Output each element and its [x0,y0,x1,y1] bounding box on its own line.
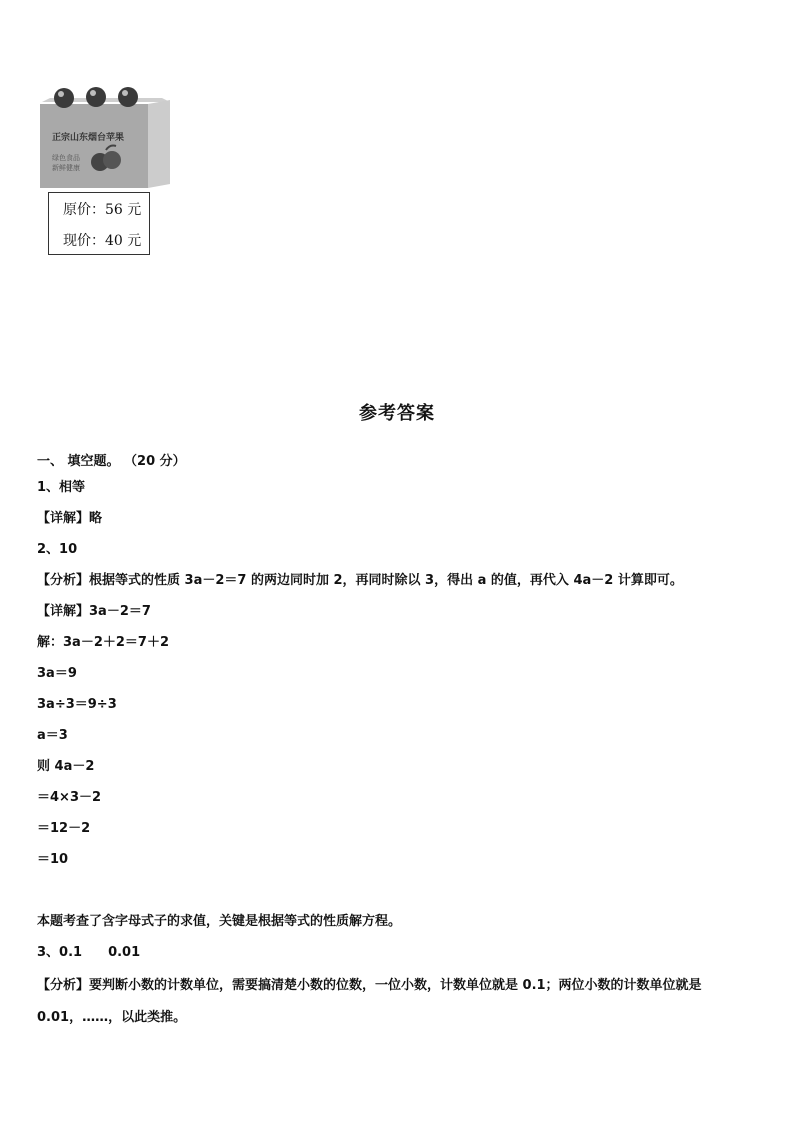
q3-analysis: 【分析】要判断小数的计数单位，需要搞清楚小数的位数，一位小数，计数单位就是 0.1；两位小数的计数单位就是 0.01，……，以此类推。 [37,978,702,1025]
q2-step: a＝3 [37,728,68,743]
q1-detail: 【详解】略 [37,511,103,526]
apple-box-drawing [36,84,172,190]
q3-answer: 3、0.1 0.01 [37,945,141,960]
box-sub2: 新鲜健康 [52,164,80,172]
current-price: 现价：40 元 [63,233,142,249]
apple-2 [86,87,106,107]
q2-step: ＝10 [37,852,69,867]
original-price: 原价：56 元 [63,202,142,218]
q2-step: 3a＝9 [37,666,77,681]
apple-box-illustration [36,84,172,190]
apple-3 [118,87,138,107]
q1-answer: 1、相等 [37,480,86,495]
box-sub1: 绿色食品 [52,154,80,162]
q2-step: 解：3a－2＋2＝7＋2 [37,635,169,650]
answer-heading: 参考答案 [359,403,435,424]
q2-summary: 本题考查了含字母式子的求值，关键是根据等式的性质解方程。 [37,914,402,929]
q2-step: 则 4a－2 [37,759,95,774]
q2-answer: 2、10 [37,542,78,557]
q2-step: 3a÷3＝9÷3 [37,697,117,712]
section-title: 一、 填空题。 （20 分） [37,454,186,469]
price-card [48,192,150,255]
q2-detail: 【详解】3a－2＝7 [37,604,151,619]
q2-analysis: 【分析】根据等式的性质 3a－2＝7 的两边同时加 2，再同时除以 3，得出 a 的值，再代入 4a－2 计算即可。 [37,573,683,588]
apple-1 [54,88,74,108]
q2-step: ＝4×3－2 [37,790,102,805]
box-title: 正宗山东烟台苹果 [52,133,125,143]
q2-step: ＝12－2 [37,821,91,836]
